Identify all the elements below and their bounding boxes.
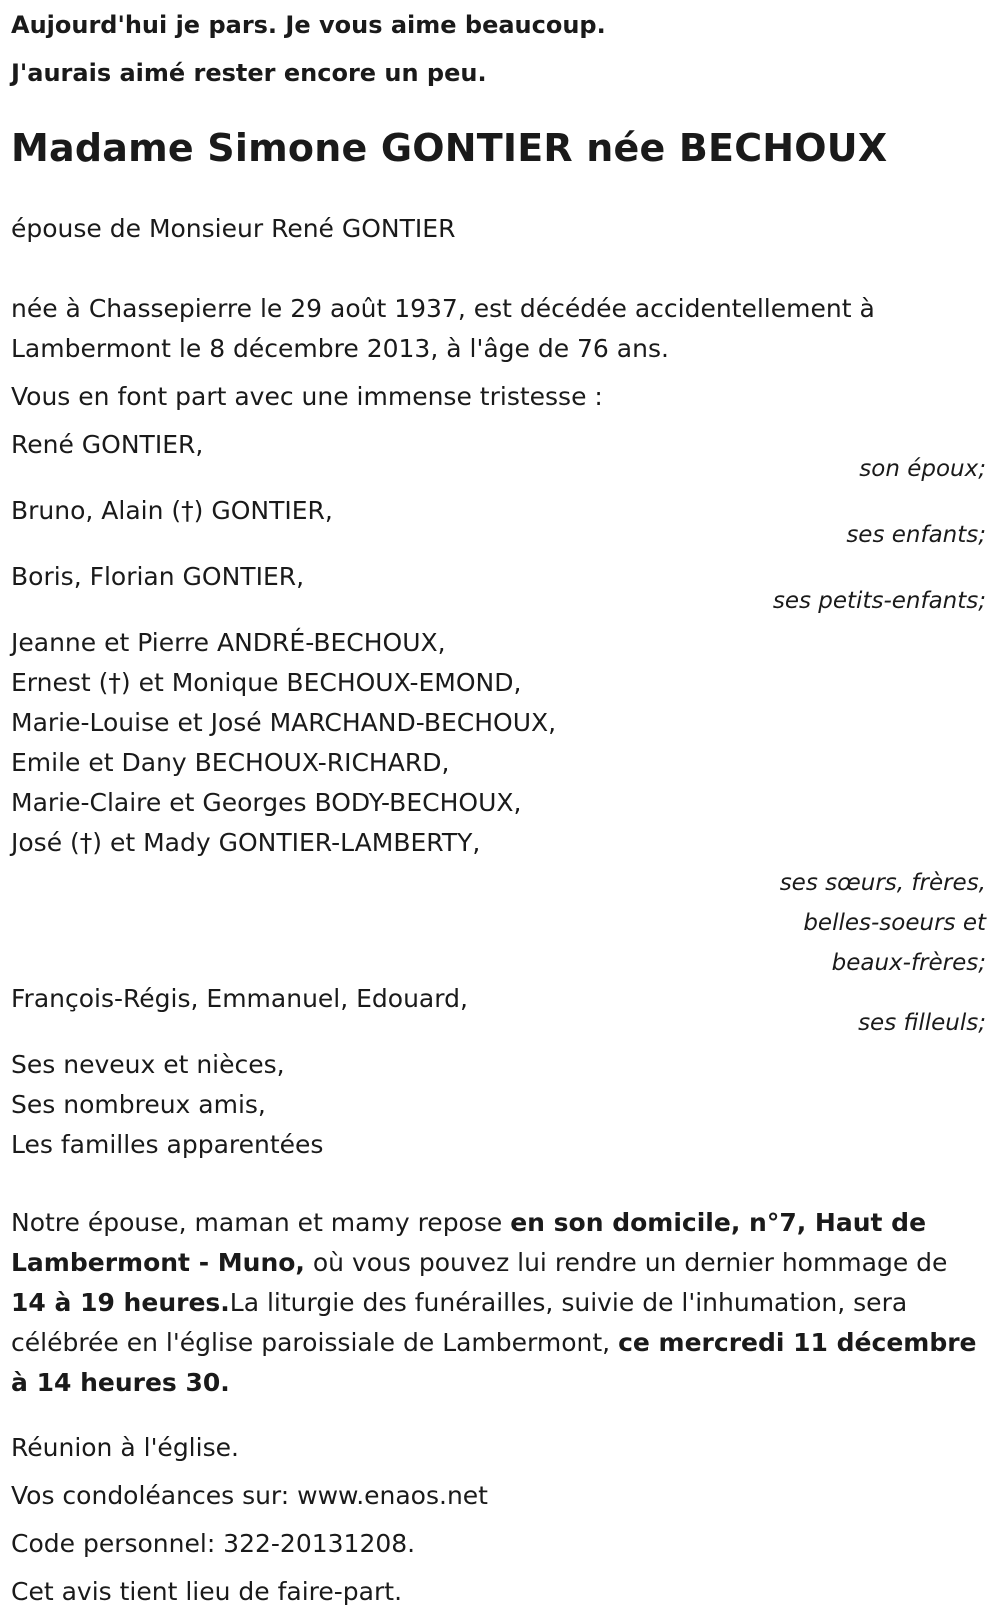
birth-death-line: née à Chassepierre le 29 août 1937, est décédée accidentellement à Lambermont le 8 décembre 2013, à l'âge de 76 ans.: [11, 294, 875, 363]
visiting-hours: 14 à 19 heures.: [11, 1288, 230, 1317]
quote-line-2: J'aurais aimé rester encore un peu.: [11, 59, 487, 87]
family-group-godchildren: [11, 979, 990, 1043]
family-name-line: Marie-Claire et Georges BODY-BECHOUX,: [11, 788, 522, 817]
family-name-line: François-Régis, Emmanuel, Edouard,: [11, 984, 468, 1013]
family-name-line: Bruno, Alain (†) GONTIER,: [11, 496, 333, 525]
family-group-siblings: [11, 623, 990, 983]
deceased-name: Madame Simone GONTIER née BECHOUX: [11, 126, 888, 170]
relation-line: ses enfants;: [846, 522, 986, 548]
family-name-line: Jeanne et Pierre ANDRÉ-BECHOUX,: [11, 628, 446, 657]
funeral-location: en son domicile, n°7, Haut de Lambermont - Muno,: [11, 1208, 927, 1277]
condolences-line: Vos condoléances sur: www.enaos.net: [11, 1481, 488, 1510]
funeral-text-part1: Notre épouse, maman et mamy repose: [11, 1208, 511, 1237]
notice-line: Cet avis tient lieu de faire-part.: [11, 1577, 403, 1606]
obituary-notice: [11, 0, 990, 1612]
funeral-details: [11, 1203, 990, 1403]
family-group-spouse: [11, 425, 990, 489]
personal-code-line: Code personnel: 322-20131208.: [11, 1529, 416, 1558]
funeral-text-part2: où vous pouvez lui rendre un dernier hommage de: [304, 1248, 948, 1277]
other-relatives-line: Les familles apparentées: [11, 1130, 324, 1159]
other-relatives: [11, 1045, 990, 1165]
family-name-line: José (†) et Mady GONTIER-LAMBERTY,: [11, 828, 481, 857]
relation-line: son époux;: [859, 456, 986, 482]
family-group-children: [11, 491, 990, 555]
family-name-line: Marie-Louise et José MARCHAND-BECHOUX,: [11, 708, 557, 737]
family-name-line: Boris, Florian GONTIER,: [11, 562, 305, 591]
relation-line: beaux-frères;: [831, 950, 986, 976]
relation-line: ses sœurs, frères,: [779, 870, 986, 896]
meeting-line: Réunion à l'église.: [11, 1433, 239, 1462]
relation-line: ses petits-enfants;: [772, 588, 986, 614]
spouse-line: épouse de Monsieur René GONTIER: [11, 214, 456, 243]
family-name-line: Ernest (†) et Monique BECHOUX-EMOND,: [11, 668, 522, 697]
funeral-text-part3: La liturgie des funérailles, suivie de l'inhumation, sera célébrée en l'église paroissiale de Lambermont,: [11, 1288, 908, 1357]
relation-line: ses filleuls;: [858, 1010, 986, 1036]
other-relatives-line: Ses nombreux amis,: [11, 1090, 266, 1119]
family-name-line: René GONTIER,: [11, 430, 204, 459]
ceremony-date: ce mercredi 11 décembre à 14 heures 30.: [11, 1328, 977, 1397]
relation-line: belles-soeurs et: [803, 910, 986, 936]
family-name-line: Emile et Dany BECHOUX-RICHARD,: [11, 748, 450, 777]
family-group-grandchildren: [11, 557, 990, 621]
quote-line-1: Aujourd'hui je pars. Je vous aime beaucoup.: [11, 11, 606, 39]
family-relation: [11, 863, 990, 983]
other-relatives-line: Ses neveux et nièces,: [11, 1050, 285, 1079]
announcement-line: Vous en font part avec une immense tristesse :: [11, 382, 603, 411]
